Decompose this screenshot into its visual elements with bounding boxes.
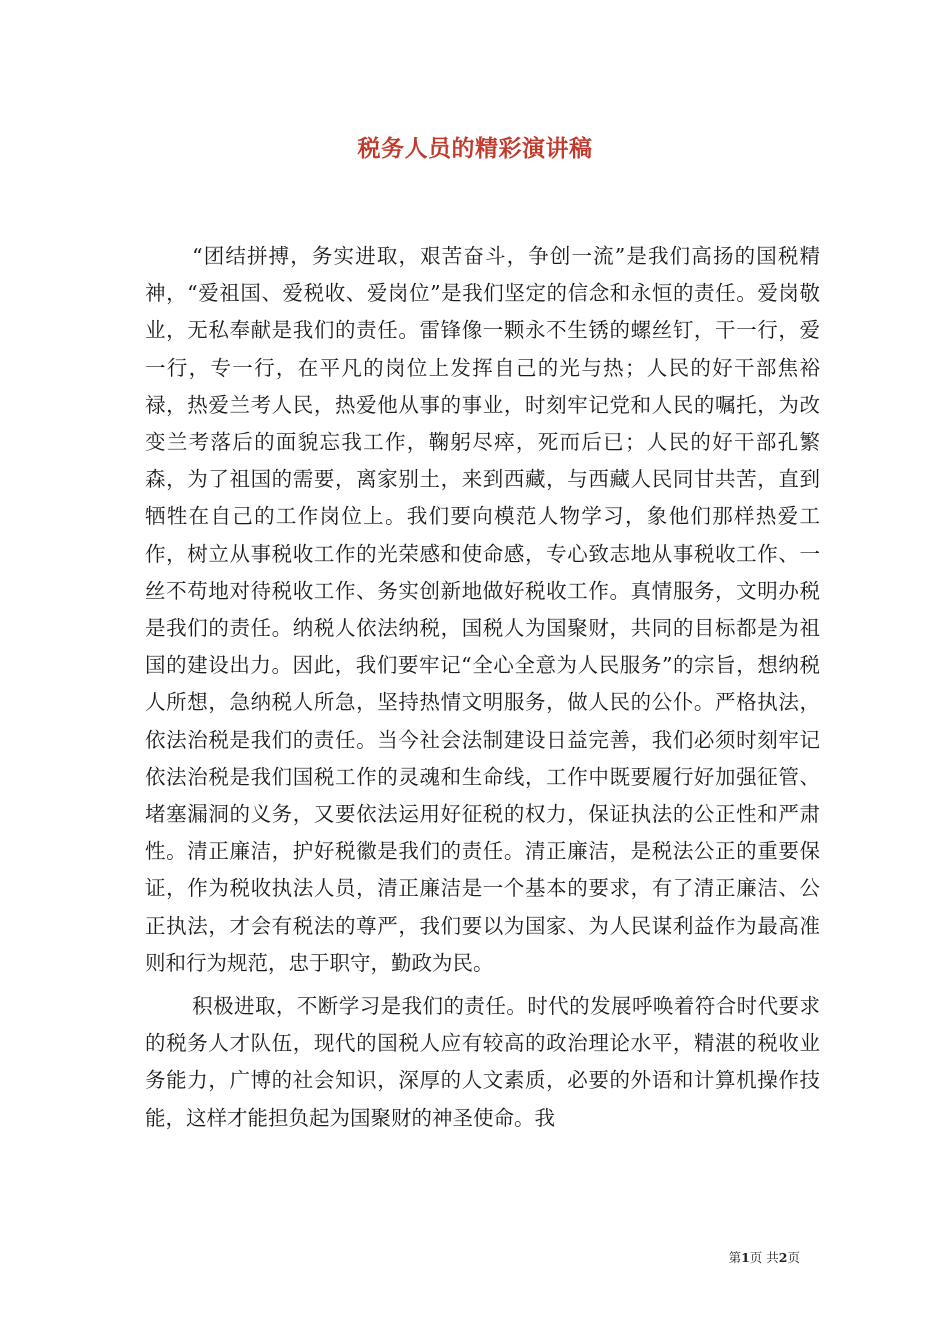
total-pages-number: 2 xyxy=(778,1250,788,1265)
paragraph: 积极进取，不断学习是我们的责任。时代的发展呼唤着符合时代要求的税务人才队伍，现代的国税人应有较高的政治理论水平，精湛的税收业务能力，广博的社会知识，深厚的人文素质，必要的外语和计算机操作技能，这样才能担负起为国聚财的神圣使命。我 xyxy=(145,994,820,1130)
document-title: 税务人员的精彩演讲稿 xyxy=(357,135,593,162)
footer-suffix: 页 xyxy=(787,1250,800,1265)
current-page-number: 1 xyxy=(741,1250,750,1265)
footer-middle: 页 共 xyxy=(749,1250,779,1265)
paragraph: “团结拼搏，务实进取，艰苦奋斗，争创一流”是我们高扬的国税精神，“爱祖国、爱税收、爱岗位”是我们坚定的信念和永恒的责任。爱岗敬业，无私奉献是我们的责任。雷锋像一颗永不生锈的螺丝钉，干一行，爱一行，专一行，在平凡的岗位上发挥自己的光与热；人民的好干部焦裕禄，热爱兰考人民，热爱他从事的事业，时刻牢记党和人民的嘱托，为改变兰考落后的面貌忘我工作，鞠躬尽瘁，死而后已；人民的好干部孔繁森，为了祖国的需要，离家别土，来到西藏，与西藏人民同甘共苦，直到牺牲在自己的工作岗位上。我们要向模范人物学习，象他们那样热爱工作，树立从事税收工作的光荣感和使命感，专心致志地从事税收工作、一丝不苟地对待税收工作、务实创新地做好税收工作。真情服务，文明办税是我们的责任。纳税人依法纳税，国税人为国聚财，共同的目标都是为祖国的建设出力。因此，我们要牢记“全心全意为人民服务”的宗旨，想纳税人所想，急纳税人所急，坚持热情文明服务，做人民的公仆。严格执法，依法治税是我们的责任。当今社会法制建设日益完善，我们必须时刻牢记依法治税是我们国税工作的灵魂和生命线，工作中既要履行好加强征管、堵塞漏洞的义务，又要依法运用好征税的权力，保证执法的公正性和严肃性。清正廉洁，护好税徽是我们的责任。清正廉洁，是税法公正的重要保证，作为税收执法人员，清正廉洁是一个基本的要求，有了清正廉洁、公正执法，才会有税法的尊严，我们要以为国家、为人民谋利益作为最高准则和行为规范，忠于职守，勤政为民。 xyxy=(145,244,820,975)
page-number-footer xyxy=(729,1248,800,1266)
document-body xyxy=(145,238,820,1143)
footer-prefix: 第 xyxy=(728,1250,742,1265)
